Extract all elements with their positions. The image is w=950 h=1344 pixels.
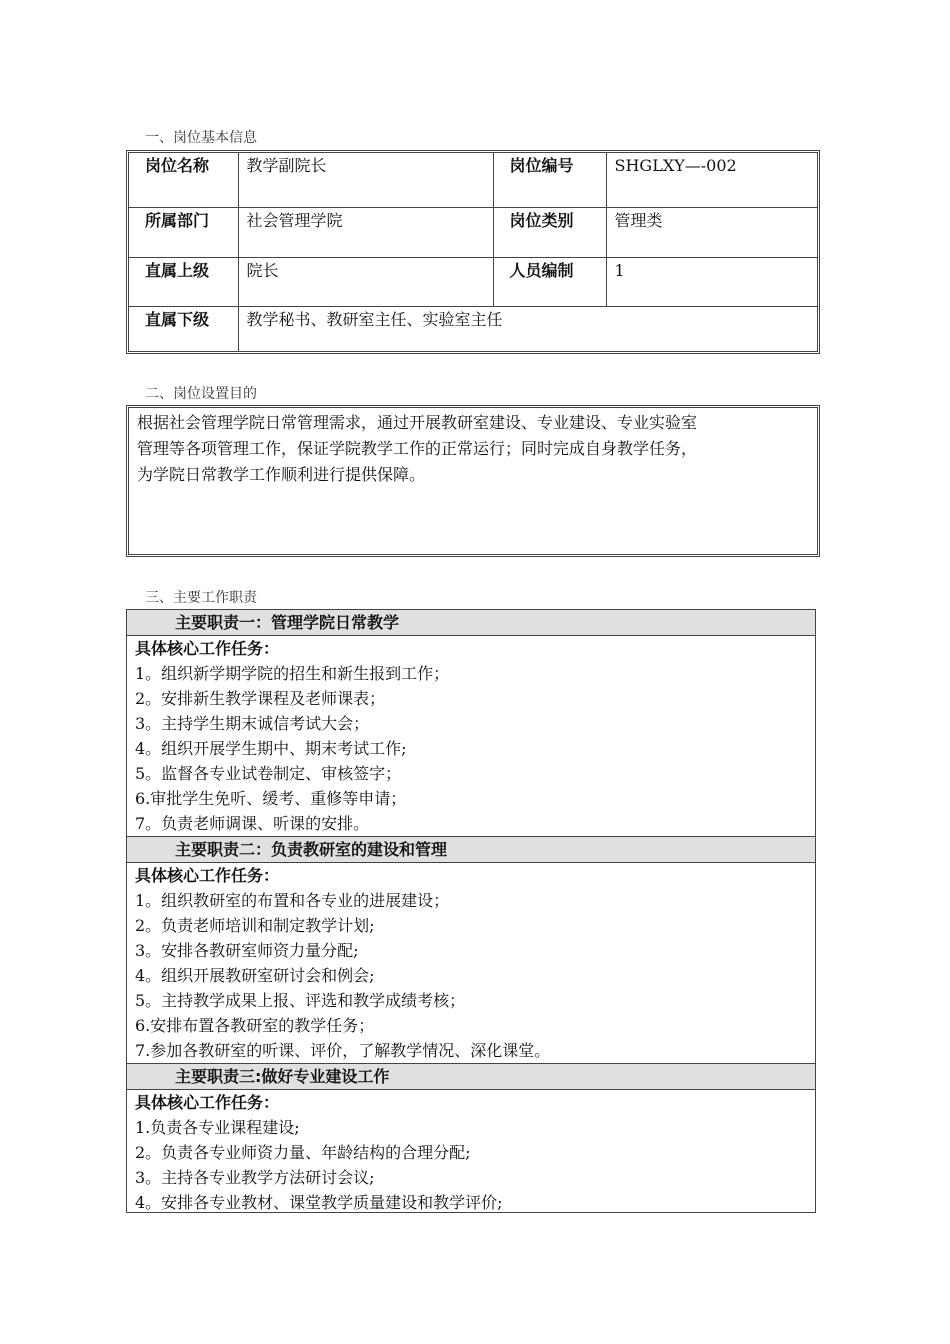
list-item: 3。主持学生期末诚信考试大会； [135, 714, 370, 733]
label-cell: 人员编制 [493, 257, 606, 306]
label-cell: 岗位编号 [493, 153, 606, 207]
table-row [129, 153, 817, 207]
list-item: 2。负责各专业师资力量、年龄结构的合理分配; [135, 1143, 471, 1162]
table-row [129, 257, 817, 306]
duty-heading: 主要职责二：负责教研室的建设和管理 [127, 836, 815, 863]
list-item: 6.审批学生免听、缓考、重修等申请； [135, 789, 407, 808]
table-row [129, 207, 817, 257]
value-cell: 教学秘书、教研室主任、实验室主任 [238, 306, 817, 351]
duty-group [127, 1063, 815, 1213]
list-item: 6.安排布置各教研室的教学任务； [135, 1016, 375, 1035]
value-cell: SHGLXY—-002 [606, 153, 817, 207]
purpose-box [126, 405, 820, 557]
section-title-basic-info: 一、岗位基本信息 [145, 130, 257, 146]
duty-group [127, 610, 815, 836]
list-item: 4。组织开展教研室研讨会和例会; [135, 966, 375, 985]
value-cell: 1 [606, 257, 817, 306]
list-item: 4。组织开展学生期中、期末考试工作; [135, 739, 407, 758]
list-item: 3。安排各教研室师资力量分配; [135, 941, 359, 960]
section-title-purpose: 二、岗位设置目的 [145, 386, 257, 402]
purpose-line: 为学院日常教学工作顺利进行提供保障。 [137, 465, 426, 484]
list-item: 2。安排新生教学课程及老师课表； [135, 689, 386, 708]
purpose-line: 管理等各项管理工作，保证学院教学工作的正常运行；同时完成自身教学任务， [137, 439, 698, 458]
list-item: 7。负责老师调课、听课的安排。 [135, 814, 370, 833]
duty-heading: 主要职责三:做好专业建设工作 [127, 1063, 815, 1090]
list-item: 5。监督各专业试卷制定、审核签字； [135, 764, 402, 783]
info-table [129, 153, 817, 351]
table-row [129, 306, 817, 351]
list-item: 1。组织教研室的布置和各专业的进展建设； [135, 891, 450, 910]
section-title-duties: 三、主要工作职责 [145, 590, 257, 606]
list-item: 7.参加各教研室的听课、评价，了解教学情况、深化课堂。 [135, 1041, 551, 1060]
label-cell: 岗位名称 [129, 153, 238, 207]
duty-group [127, 836, 815, 1063]
list-item: 1.负责各专业课程建设; [135, 1118, 300, 1137]
duties-table [126, 609, 816, 1213]
duty-heading: 主要职责一：管理学院日常教学 [127, 610, 815, 636]
duty-subheading: 具体核心工作任务： [135, 639, 280, 658]
label-cell: 所属部门 [129, 207, 238, 257]
list-item: 1。组织新学期学院的招生和新生报到工作； [135, 664, 450, 683]
list-item: 5。主持教学成果上报、评选和教学成绩考核； [135, 991, 466, 1010]
label-cell: 直属上级 [129, 257, 238, 306]
list-item: 2。负责老师培训和制定教学计划; [135, 916, 375, 935]
basic-info-table [126, 150, 820, 354]
list-item: 3。主持各专业教学方法研讨会议; [135, 1168, 375, 1187]
purpose-line: 根据社会管理学院日常管理需求，通过开展教研室建设、专业建设、专业实验室 [137, 413, 698, 432]
list-item: 4。安排各专业教材、课堂教学质量建设和教学评价; [135, 1193, 503, 1212]
value-cell: 教学副院长 [238, 153, 493, 207]
label-cell: 岗位类别 [493, 207, 606, 257]
label-cell: 直属下级 [129, 306, 238, 351]
duty-subheading: 具体核心工作任务： [135, 866, 280, 885]
value-cell: 院长 [238, 257, 493, 306]
value-cell: 管理类 [606, 207, 817, 257]
duty-subheading: 具体核心工作任务： [135, 1093, 280, 1112]
value-cell: 社会管理学院 [238, 207, 493, 257]
